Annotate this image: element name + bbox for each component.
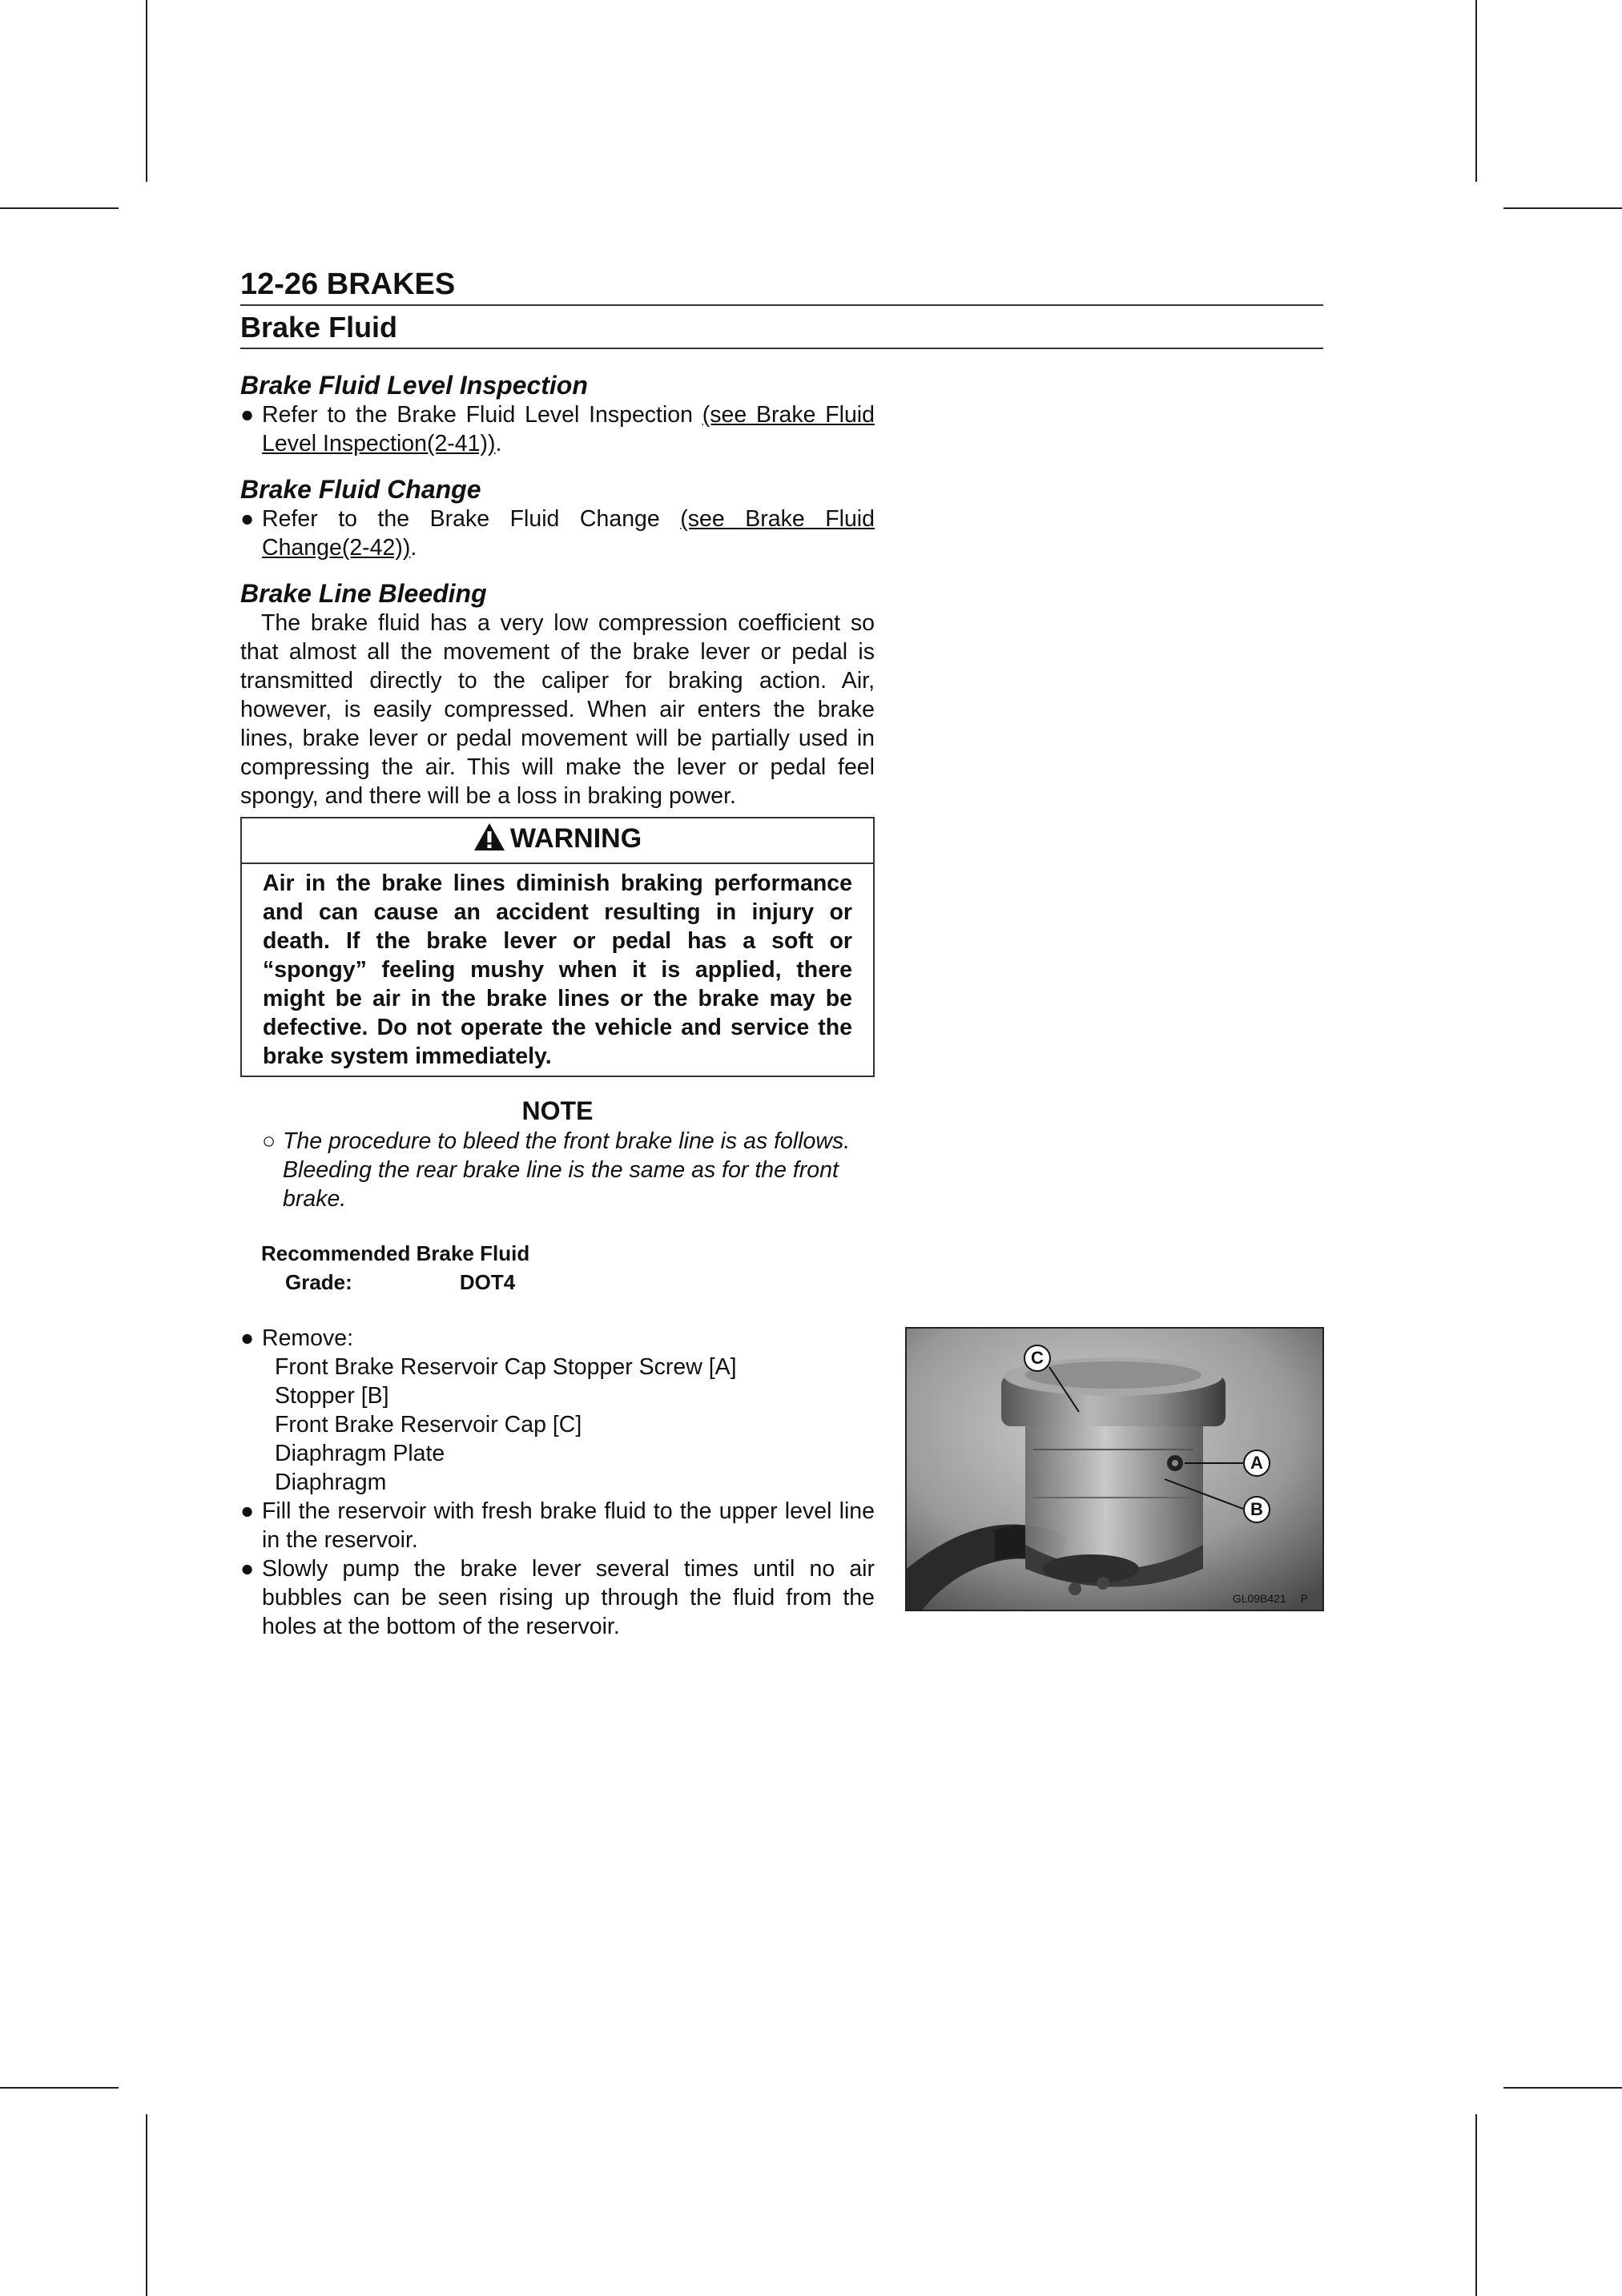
crop-mark bbox=[146, 0, 147, 182]
pump-text: Slowly pump the brake lever several times until no air bubbles can be seen rising up through the fluid from the holes at the bottom of the reservoir. bbox=[262, 1556, 875, 1639]
spec-label: Grade: bbox=[285, 1270, 352, 1294]
bullet-text: Refer to the Brake Fluid Change bbox=[262, 506, 681, 532]
crop-mark bbox=[1475, 0, 1477, 182]
warning-triangle-icon bbox=[473, 822, 505, 863]
fluid-change-bullet bbox=[240, 505, 875, 562]
figure-code-suffix: P bbox=[1300, 1592, 1308, 1605]
pump-bullet bbox=[240, 1554, 875, 1641]
spec-title: Recommended Brake Fluid bbox=[261, 1241, 530, 1265]
note-item bbox=[240, 1127, 875, 1213]
callout-label-b: B bbox=[1243, 1496, 1270, 1523]
crop-mark bbox=[0, 2087, 119, 2089]
note-title: NOTE bbox=[521, 1096, 594, 1125]
note-text: The procedure to bleed the front brake line is as follows. Bleeding the rear brake line is the same as for the front brake. bbox=[283, 1128, 851, 1212]
spec-row bbox=[261, 1268, 875, 1297]
remove-item: Diaphragm Plate bbox=[275, 1441, 445, 1466]
crop-mark bbox=[1503, 207, 1622, 209]
main-column bbox=[240, 370, 875, 1641]
page-header bbox=[240, 264, 1323, 349]
line-bleeding-paragraph: The brake fluid has a very low compression coefficient so that almost all the movement of the brake lever or pedal is transmitted directly to the caliper for braking action. Air, however, is easily compressed. When air enters the brake lines, brake lever or pedal movement will be partially used in compressing the air. This will make the lever or pedal feel spongy, and there will be a loss in braking power. bbox=[240, 610, 875, 809]
fill-text: Fill the reservoir with fresh brake fluid to the upper level line in the reservoir. bbox=[262, 1498, 875, 1553]
crop-mark bbox=[0, 207, 119, 209]
warning-box bbox=[240, 817, 875, 1077]
crop-mark bbox=[1503, 2087, 1622, 2089]
callout-label-c: C bbox=[1024, 1345, 1051, 1372]
warning-text: Air in the brake lines diminish braking performance and can cause an accident resulting in injury or death. If the brake lever or pedal has a soft or “spongy” feeling mushy when it is applied, there might be air in the brake lines or the brake may be defective. Do not operate the vehicle and service the brake system immediately. bbox=[263, 871, 852, 1069]
remove-item: Diaphragm bbox=[275, 1470, 387, 1495]
crop-mark bbox=[146, 2114, 147, 2296]
bullet-icon: ● bbox=[240, 402, 255, 428]
remove-label: Remove: bbox=[262, 1325, 354, 1351]
level-inspection-link[interactable]: (see Brake Fluid Level Inspection(2-41)) bbox=[262, 402, 875, 456]
fluid-change-link[interactable]: (see Brake Fluid Change(2-42)) bbox=[262, 506, 875, 561]
fluid-change-heading: Brake Fluid Change bbox=[240, 475, 481, 504]
bullet-icon: ● bbox=[240, 506, 255, 532]
fill-bullet bbox=[240, 1497, 875, 1554]
level-inspection-bullet bbox=[240, 400, 875, 458]
bullet-icon: ● bbox=[240, 1556, 255, 1582]
remove-list bbox=[262, 1353, 875, 1497]
remove-item: Front Brake Reservoir Cap Stopper Screw [A] bbox=[275, 1354, 737, 1380]
figure-code bbox=[1233, 1592, 1308, 1605]
bullet-end: . bbox=[410, 535, 417, 561]
figure-code-id: GL09B421 bbox=[1232, 1592, 1286, 1605]
reservoir-body bbox=[1025, 1413, 1203, 1595]
bullet-icon: ● bbox=[240, 1498, 255, 1524]
remove-bullet bbox=[240, 1324, 875, 1497]
stopper-screw bbox=[1167, 1455, 1183, 1471]
remove-item: Stopper [B] bbox=[275, 1383, 389, 1409]
crop-mark bbox=[1475, 2114, 1477, 2296]
bullet-text: Refer to the Brake Fluid Level Inspection bbox=[262, 402, 702, 428]
warning-header bbox=[242, 818, 873, 864]
warning-title: WARNING bbox=[509, 823, 642, 854]
remove-item: Front Brake Reservoir Cap [C] bbox=[275, 1412, 582, 1438]
spec-value: DOT4 bbox=[459, 1270, 516, 1294]
recommended-fluid-spec bbox=[240, 1239, 875, 1297]
section-rule bbox=[240, 348, 1323, 349]
bullet-icon: ● bbox=[240, 1325, 255, 1351]
section-title: Brake Fluid bbox=[240, 311, 398, 344]
page-number: 12-26 BRAKES bbox=[240, 267, 456, 301]
line-bleeding-heading: Brake Line Bleeding bbox=[240, 579, 487, 608]
bullet-end: . bbox=[495, 431, 502, 456]
header-rule bbox=[240, 304, 1323, 306]
reservoir-figure bbox=[905, 1327, 1324, 1611]
callout-label-a: A bbox=[1243, 1450, 1270, 1477]
note-marker: ○ bbox=[262, 1128, 276, 1154]
level-inspection-heading: Brake Fluid Level Inspection bbox=[240, 371, 588, 400]
